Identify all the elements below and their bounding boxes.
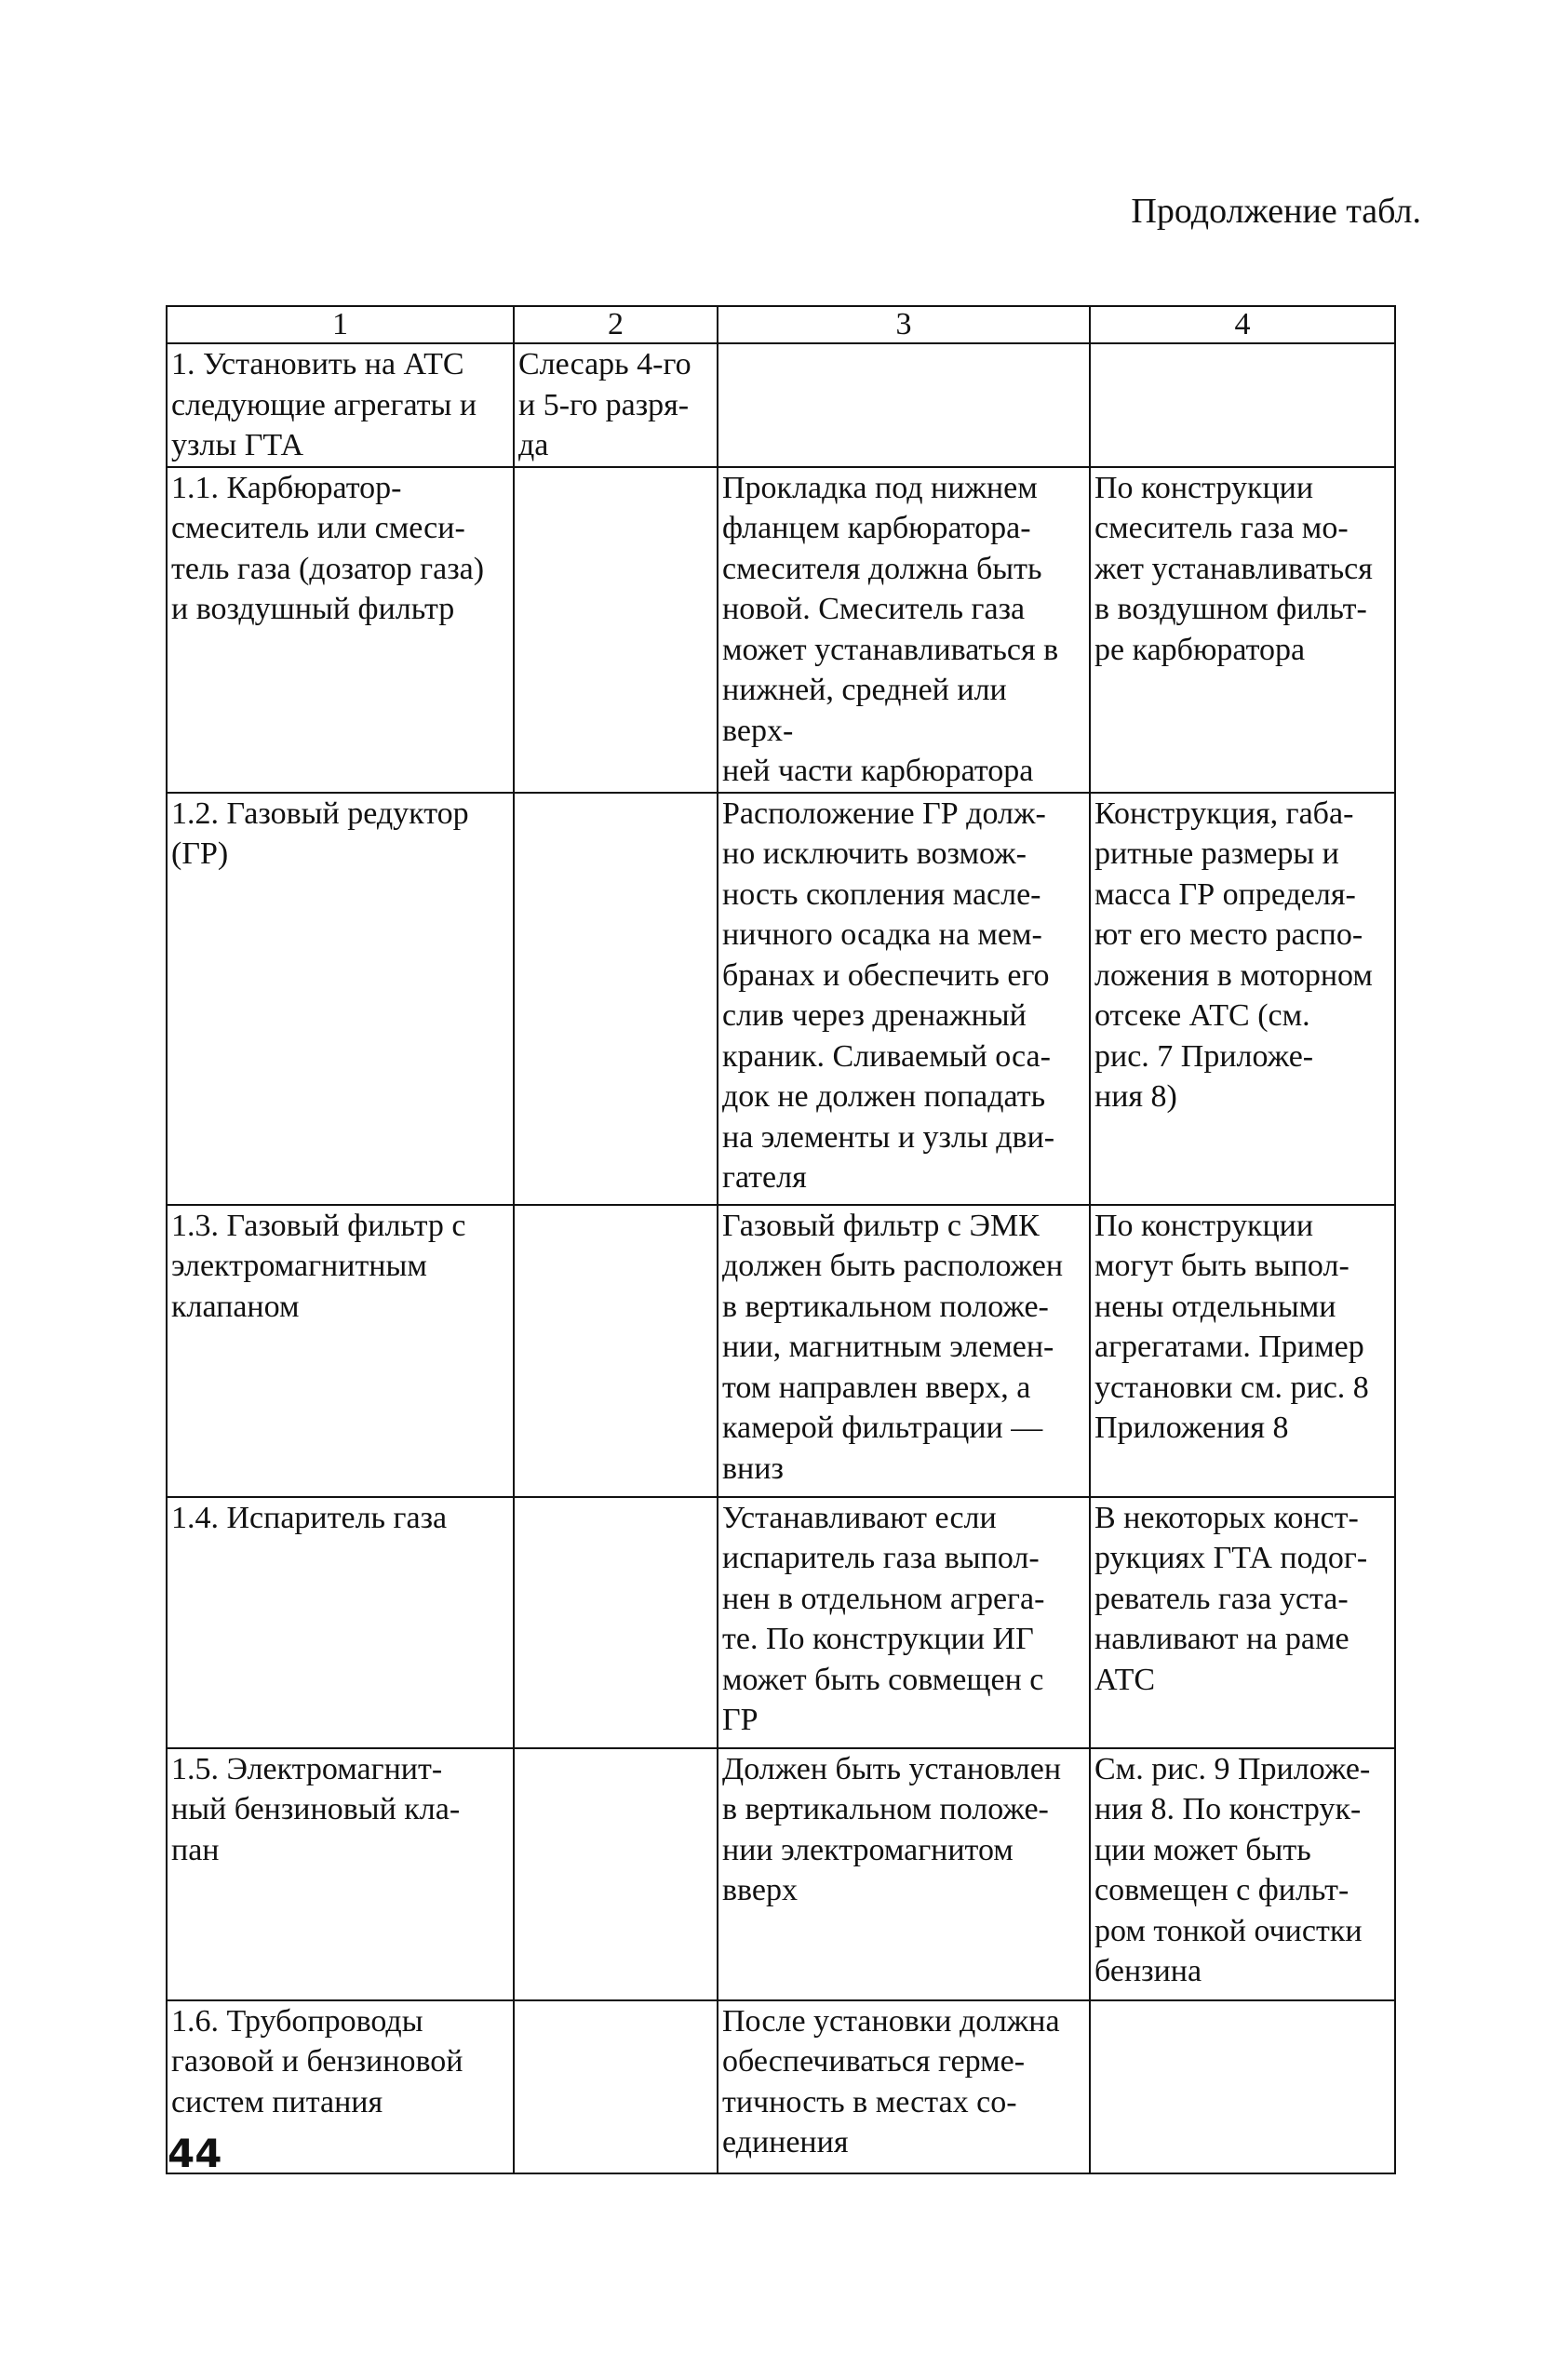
requirements-cell: Устанавливают если испаритель газа выпол- нен в отдельном агрега- те. По конструкции ИГ может быть совмещен с ГР bbox=[718, 1497, 1090, 1748]
performer-cell bbox=[514, 793, 718, 1205]
requirements-cell bbox=[718, 343, 1090, 467]
table-row bbox=[167, 793, 1395, 1205]
column-header: 4 bbox=[1090, 306, 1395, 343]
operation-cell: 1.5. Электромагнит- ный бензиновый кла- пан bbox=[167, 1748, 514, 2000]
table-row bbox=[167, 467, 1395, 793]
performer-cell bbox=[514, 1748, 718, 2000]
column-header: 3 bbox=[718, 306, 1090, 343]
notes-cell: См. рис. 9 Приложе- ния 8. По конструк- ции может быть совмещен с фильт- ром тонкой очистки бензина bbox=[1090, 1748, 1395, 2000]
operation-cell: 1.3. Газовый фильтр с электромагнитным клапаном bbox=[167, 1205, 514, 1497]
performer-cell bbox=[514, 1497, 718, 1748]
performer-cell bbox=[514, 2000, 718, 2173]
performer-cell bbox=[514, 1205, 718, 1497]
requirements-cell: Должен быть установлен в вертикальном положе- нии электромагнитом вверх bbox=[718, 1748, 1090, 2000]
operation-cell: 1.4. Испаритель газа bbox=[167, 1497, 514, 1748]
notes-cell bbox=[1090, 343, 1395, 467]
column-header: 1 bbox=[167, 306, 514, 343]
work-table bbox=[166, 305, 1396, 2174]
requirements-cell: После установки должна обеспечиваться герме- тичность в местах со- единения bbox=[718, 2000, 1090, 2173]
operation-cell: 1.6. Трубопроводы газовой и бензиновой систем питания bbox=[167, 2000, 514, 2173]
operation-cell: 1.1. Карбюратор- смеситель или смеси- тель газа (дозатор газа) и воздушный фильтр bbox=[167, 467, 514, 793]
table-row bbox=[167, 1748, 1395, 2000]
notes-cell: Конструкция, габа- ритные размеры и масса ГР определя- ют его место распо- ложения в моторном отсеке АТС (см. рис. 7 Приложе- ния 8) bbox=[1090, 793, 1395, 1205]
performer-cell bbox=[514, 467, 718, 793]
continuation-label: Продолжение табл. bbox=[1131, 192, 1421, 231]
notes-cell: По конструкции смеситель газа мо- жет устанавливаться в воздушном фильт- ре карбюратора bbox=[1090, 467, 1395, 793]
notes-cell: По конструкции могут быть выпол- нены отдельными агрегатами. Пример установки см. рис. 8 Приложения 8 bbox=[1090, 1205, 1395, 1497]
operation-cell: 1.2. Газовый редуктор (ГР) bbox=[167, 793, 514, 1205]
requirements-cell: Прокладка под нижнем фланцем карбюратора- смесителя должна быть новой. Смеситель газа может устанавливаться в нижней, средней или верх- ней части карбюратора bbox=[718, 467, 1090, 793]
column-header: 2 bbox=[514, 306, 718, 343]
table-row bbox=[167, 1205, 1395, 1497]
requirements-cell: Расположение ГР долж- но исключить возмож- ность скопления масле- ничного осадка на мем- бранах и обеспечить его слив через дренажный краник. Сливаемый оса- док не должен попадать на элементы и узлы дви- гателя bbox=[718, 793, 1090, 1205]
notes-cell bbox=[1090, 2000, 1395, 2173]
table-header-row bbox=[167, 306, 1395, 343]
table-row bbox=[167, 343, 1395, 467]
notes-cell: В некоторых конст- рукциях ГТА подог- реватель газа уста- навливают на раме АТС bbox=[1090, 1497, 1395, 1748]
performer-cell: Слесарь 4-го и 5-го разря- да bbox=[514, 343, 718, 467]
table-row bbox=[167, 1497, 1395, 1748]
page-number: 44 bbox=[168, 2131, 222, 2176]
table-row bbox=[167, 2000, 1395, 2173]
operation-cell: 1. Установить на АТС следующие агрегаты и узлы ГТА bbox=[167, 343, 514, 467]
requirements-cell: Газовый фильтр с ЭМК должен быть расположен в вертикальном положе- нии, магнитным элемен- том направлен вверх, а камерой фильтрации — вниз bbox=[718, 1205, 1090, 1497]
